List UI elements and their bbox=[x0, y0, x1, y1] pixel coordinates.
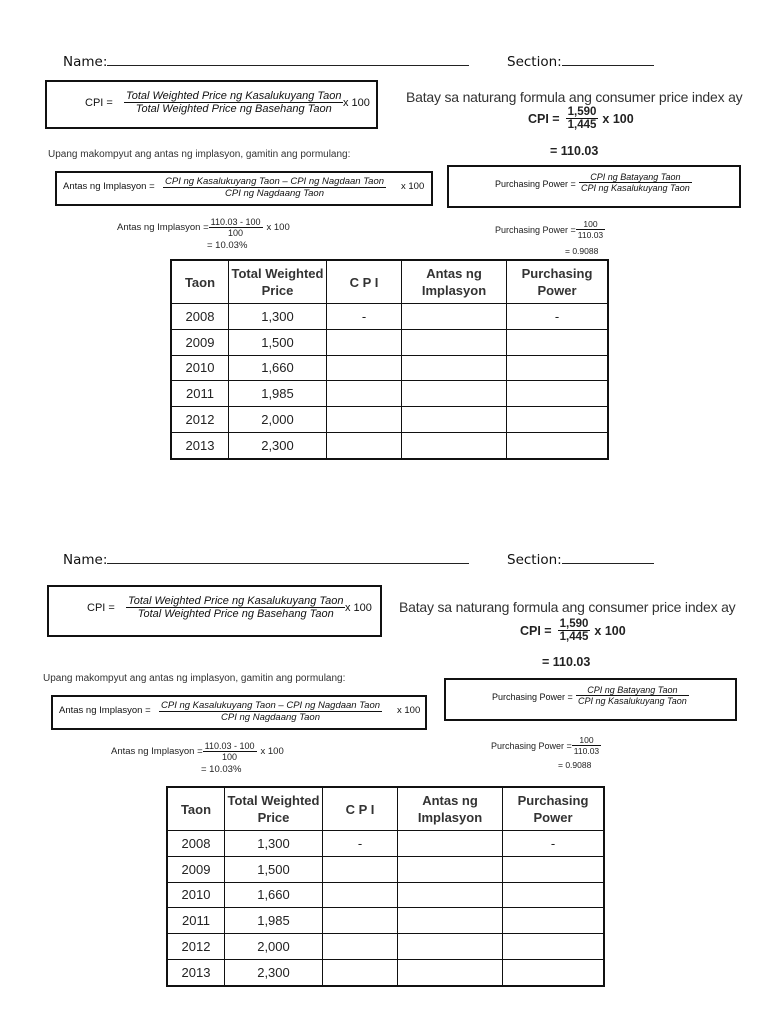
pp-example-numerator: 100 bbox=[572, 735, 601, 746]
cell-cpi[interactable]: - bbox=[327, 304, 402, 330]
data-table bbox=[170, 259, 609, 460]
cell-purchasing-power[interactable]: - bbox=[507, 304, 609, 330]
section-field[interactable] bbox=[507, 53, 654, 70]
inflation-formula-numerator: CPI ng Kasalukuyang Taon – CPI ng Nagdaan Taon bbox=[161, 700, 381, 711]
header-taon: Taon bbox=[167, 787, 225, 831]
inflation-example-fraction bbox=[203, 741, 257, 762]
inflation-formula-fraction bbox=[163, 176, 386, 199]
cell-purchasing-power[interactable] bbox=[503, 959, 605, 985]
inflation-formula-box bbox=[51, 695, 427, 730]
inflation-example-lhs: Antas ng Implasyon = bbox=[111, 746, 203, 757]
cell-weighted-price: 1,660 bbox=[229, 355, 327, 381]
inflation-formula-fraction bbox=[159, 700, 382, 723]
section-label: Section: bbox=[507, 552, 562, 568]
cpi-formula-lhs: CPI = bbox=[85, 97, 113, 109]
cpi-example-times: x 100 bbox=[594, 623, 626, 638]
table-row bbox=[167, 831, 604, 857]
cell-cpi[interactable]: - bbox=[323, 831, 398, 857]
inflation-instruction: Upang makompyut ang antas ng implasyon, gamitin ang pormulang: bbox=[48, 149, 351, 160]
cell-year: 2013 bbox=[167, 959, 225, 985]
section-blank-line[interactable] bbox=[562, 53, 654, 66]
cell-weighted-price: 2,300 bbox=[229, 432, 327, 458]
name-blank-line[interactable] bbox=[107, 551, 469, 564]
cpi-example-fraction bbox=[558, 618, 591, 643]
inflation-example-numerator: 110.03 - 100 bbox=[210, 217, 261, 227]
cpi-formula-denominator: Total Weighted Price ng Basehang Taon bbox=[137, 608, 334, 620]
cell-year: 2009 bbox=[167, 856, 225, 882]
cell-year: 2012 bbox=[167, 934, 225, 960]
cell-cpi[interactable] bbox=[323, 934, 398, 960]
header-total-weighted-price: Total Weighted Price bbox=[229, 260, 327, 304]
cpi-formula-times: x 100 bbox=[345, 602, 372, 614]
name-label: Name: bbox=[63, 552, 108, 568]
pp-formula-lhs: Purchasing Power = bbox=[495, 179, 576, 189]
cpi-formula-fraction bbox=[126, 595, 345, 620]
cpi-formula-fraction bbox=[124, 90, 343, 115]
pp-example-numerator: 100 bbox=[576, 219, 605, 230]
name-field[interactable] bbox=[63, 551, 469, 568]
inflation-formula-box bbox=[55, 171, 433, 206]
cell-purchasing-power[interactable] bbox=[507, 329, 609, 355]
cell-purchasing-power[interactable] bbox=[507, 432, 609, 458]
cpi-formula-times: x 100 bbox=[343, 97, 370, 109]
pp-formula-denominator: CPI ng Kasalukuyang Taon bbox=[581, 183, 690, 193]
header-antas-ng-implasyon: Antas ng Implasyon bbox=[402, 260, 507, 304]
inflation-example-denominator: 100 bbox=[222, 752, 238, 762]
cell-cpi[interactable] bbox=[327, 432, 402, 458]
cpi-formula-numerator: Total Weighted Price ng Kasalukuyang Taon bbox=[126, 90, 342, 102]
table-header-row bbox=[167, 787, 604, 831]
cell-weighted-price: 2,300 bbox=[225, 959, 323, 985]
table-row bbox=[171, 432, 608, 458]
cell-inflation[interactable] bbox=[402, 329, 507, 355]
pp-example-fraction bbox=[576, 219, 605, 240]
cell-purchasing-power[interactable] bbox=[507, 381, 609, 407]
inflation-formula-lhs: Antas ng Implasyon = bbox=[63, 181, 155, 192]
inflation-example-lhs: Antas ng Implasyon = bbox=[117, 222, 209, 233]
cell-cpi[interactable] bbox=[327, 355, 402, 381]
cell-inflation[interactable] bbox=[402, 355, 507, 381]
header-taon: Taon bbox=[171, 260, 229, 304]
cpi-formula-numerator: Total Weighted Price ng Kasalukuyang Taon bbox=[128, 595, 344, 607]
cpi-formula-lhs: CPI = bbox=[87, 602, 115, 614]
name-field[interactable] bbox=[63, 53, 469, 70]
pp-example-result: = 0.9088 bbox=[565, 246, 599, 256]
pp-example-denominator: 110.03 bbox=[573, 746, 600, 756]
header-purchasing-power: Purchasing Power bbox=[503, 787, 605, 831]
inflation-formula-lhs: Antas ng Implasyon = bbox=[59, 705, 151, 716]
cell-purchasing-power[interactable] bbox=[507, 355, 609, 381]
name-blank-line[interactable] bbox=[107, 53, 469, 66]
cell-year: 2012 bbox=[171, 407, 229, 433]
cell-weighted-price: 1,500 bbox=[225, 856, 323, 882]
cell-weighted-price: 1,985 bbox=[225, 908, 323, 934]
table-row bbox=[171, 407, 608, 433]
cell-purchasing-power[interactable] bbox=[503, 934, 605, 960]
cell-year: 2013 bbox=[171, 432, 229, 458]
table-row bbox=[167, 908, 604, 934]
cpi-example-fraction bbox=[566, 106, 599, 131]
cpi-example-numerator: 1,590 bbox=[567, 106, 597, 118]
cell-inflation[interactable] bbox=[398, 831, 503, 857]
cell-weighted-price: 1,500 bbox=[229, 329, 327, 355]
cell-weighted-price: 1,660 bbox=[225, 882, 323, 908]
inflation-example-calc bbox=[111, 741, 284, 762]
inflation-formula-times: x 100 bbox=[401, 181, 425, 192]
table-row bbox=[167, 934, 604, 960]
cpi-example-intro: Batay sa naturang formula ang consumer price index ay bbox=[399, 599, 736, 615]
worksheet-bottom bbox=[0, 498, 768, 998]
cpi-formula-box bbox=[45, 80, 378, 129]
inflation-example-times: x 100 bbox=[266, 222, 290, 233]
section-label: Section: bbox=[507, 54, 562, 70]
pp-example-calc bbox=[495, 219, 605, 240]
cell-purchasing-power[interactable] bbox=[503, 908, 605, 934]
inflation-example-result: = 10.03% bbox=[207, 240, 248, 251]
pp-example-calc bbox=[491, 735, 601, 756]
cell-year: 2010 bbox=[171, 355, 229, 381]
table-row bbox=[167, 856, 604, 882]
cell-cpi[interactable] bbox=[327, 381, 402, 407]
cpi-example-intro: Batay sa naturang formula ang consumer price index ay bbox=[406, 89, 743, 105]
name-label: Name: bbox=[63, 54, 108, 70]
cell-purchasing-power[interactable] bbox=[503, 856, 605, 882]
header-cpi: C P I bbox=[327, 260, 402, 304]
cell-cpi[interactable] bbox=[327, 329, 402, 355]
cell-inflation[interactable] bbox=[398, 856, 503, 882]
cell-purchasing-power[interactable] bbox=[507, 407, 609, 433]
inflation-instruction: Upang makompyut ang antas ng implasyon, gamitin ang pormulang: bbox=[43, 673, 346, 684]
cell-year: 2009 bbox=[171, 329, 229, 355]
cpi-formula-box bbox=[47, 585, 382, 637]
cpi-example-result: = 110.03 bbox=[550, 144, 599, 158]
cell-weighted-price: 1,985 bbox=[229, 381, 327, 407]
cell-year: 2011 bbox=[171, 381, 229, 407]
cell-inflation[interactable] bbox=[398, 908, 503, 934]
cell-purchasing-power[interactable] bbox=[503, 882, 605, 908]
inflation-formula-denominator: CPI ng Nagdaang Taon bbox=[221, 712, 320, 723]
cell-inflation[interactable] bbox=[402, 304, 507, 330]
cell-inflation[interactable] bbox=[402, 407, 507, 433]
pp-formula-lhs: Purchasing Power = bbox=[492, 692, 573, 702]
table-row bbox=[167, 882, 604, 908]
pp-example-fraction bbox=[572, 735, 601, 756]
pp-example-lhs: Purchasing Power = bbox=[491, 740, 572, 751]
cell-purchasing-power[interactable]: - bbox=[503, 831, 605, 857]
inflation-example-result: = 10.03% bbox=[201, 764, 242, 775]
pp-formula-denominator: CPI ng Kasalukuyang Taon bbox=[578, 696, 687, 706]
inflation-example-numerator: 110.03 - 100 bbox=[204, 741, 255, 751]
cpi-example-times: x 100 bbox=[602, 111, 634, 126]
cpi-example-lhs: CPI = bbox=[520, 623, 552, 638]
table-row bbox=[171, 355, 608, 381]
cell-weighted-price: 2,000 bbox=[225, 934, 323, 960]
header-total-weighted-price: Total Weighted Price bbox=[225, 787, 323, 831]
cell-cpi[interactable] bbox=[323, 959, 398, 985]
cell-cpi[interactable] bbox=[323, 908, 398, 934]
table-row bbox=[171, 304, 608, 330]
cell-inflation[interactable] bbox=[398, 934, 503, 960]
pp-formula-box bbox=[444, 678, 737, 721]
data-table bbox=[166, 786, 605, 987]
table-header-row bbox=[171, 260, 608, 304]
cpi-example-denominator: 1,445 bbox=[559, 631, 589, 643]
cpi-formula-denominator: Total Weighted Price ng Basehang Taon bbox=[135, 103, 332, 115]
table-row bbox=[171, 329, 608, 355]
pp-example-denominator: 110.03 bbox=[577, 230, 604, 240]
pp-formula-fraction bbox=[576, 685, 689, 706]
cell-weighted-price: 1,300 bbox=[229, 304, 327, 330]
inflation-example-denominator: 100 bbox=[228, 228, 244, 238]
section-blank-line[interactable] bbox=[562, 551, 654, 564]
cell-inflation[interactable] bbox=[398, 882, 503, 908]
cell-inflation[interactable] bbox=[402, 381, 507, 407]
worksheet-top bbox=[0, 0, 768, 500]
header-purchasing-power: Purchasing Power bbox=[507, 260, 609, 304]
header-cpi: C P I bbox=[323, 787, 398, 831]
cell-inflation[interactable] bbox=[402, 432, 507, 458]
cpi-example-result: = 110.03 bbox=[542, 655, 591, 669]
section-field[interactable] bbox=[507, 551, 654, 568]
table-row bbox=[167, 959, 604, 985]
cell-year: 2010 bbox=[167, 882, 225, 908]
cell-cpi[interactable] bbox=[323, 856, 398, 882]
cell-year: 2011 bbox=[167, 908, 225, 934]
inflation-formula-times: x 100 bbox=[397, 705, 421, 716]
cell-weighted-price: 1,300 bbox=[225, 831, 323, 857]
cpi-example-denominator: 1,445 bbox=[567, 119, 597, 131]
cpi-example-lhs: CPI = bbox=[528, 111, 560, 126]
cell-cpi[interactable] bbox=[327, 407, 402, 433]
cell-weighted-price: 2,000 bbox=[229, 407, 327, 433]
pp-formula-numerator: CPI ng Batayang Taon bbox=[579, 172, 692, 183]
pp-formula-numerator: CPI ng Batayang Taon bbox=[576, 685, 689, 696]
pp-example-lhs: Purchasing Power = bbox=[495, 224, 576, 235]
cpi-example-calc bbox=[528, 106, 634, 131]
inflation-formula-numerator: CPI ng Kasalukuyang Taon – CPI ng Nagdaan Taon bbox=[165, 176, 385, 187]
inflation-formula-denominator: CPI ng Nagdaang Taon bbox=[225, 188, 324, 199]
pp-example-result: = 0.9088 bbox=[558, 760, 592, 770]
cell-inflation[interactable] bbox=[398, 959, 503, 985]
inflation-example-times: x 100 bbox=[260, 746, 284, 757]
cpi-example-calc bbox=[520, 618, 626, 643]
inflation-example-fraction bbox=[209, 217, 263, 238]
table-row bbox=[171, 381, 608, 407]
inflation-example-calc bbox=[117, 217, 290, 238]
cell-cpi[interactable] bbox=[323, 882, 398, 908]
cell-year: 2008 bbox=[171, 304, 229, 330]
cpi-example-numerator: 1,590 bbox=[559, 618, 589, 630]
cell-year: 2008 bbox=[167, 831, 225, 857]
header-antas-ng-implasyon: Antas ng Implasyon bbox=[398, 787, 503, 831]
